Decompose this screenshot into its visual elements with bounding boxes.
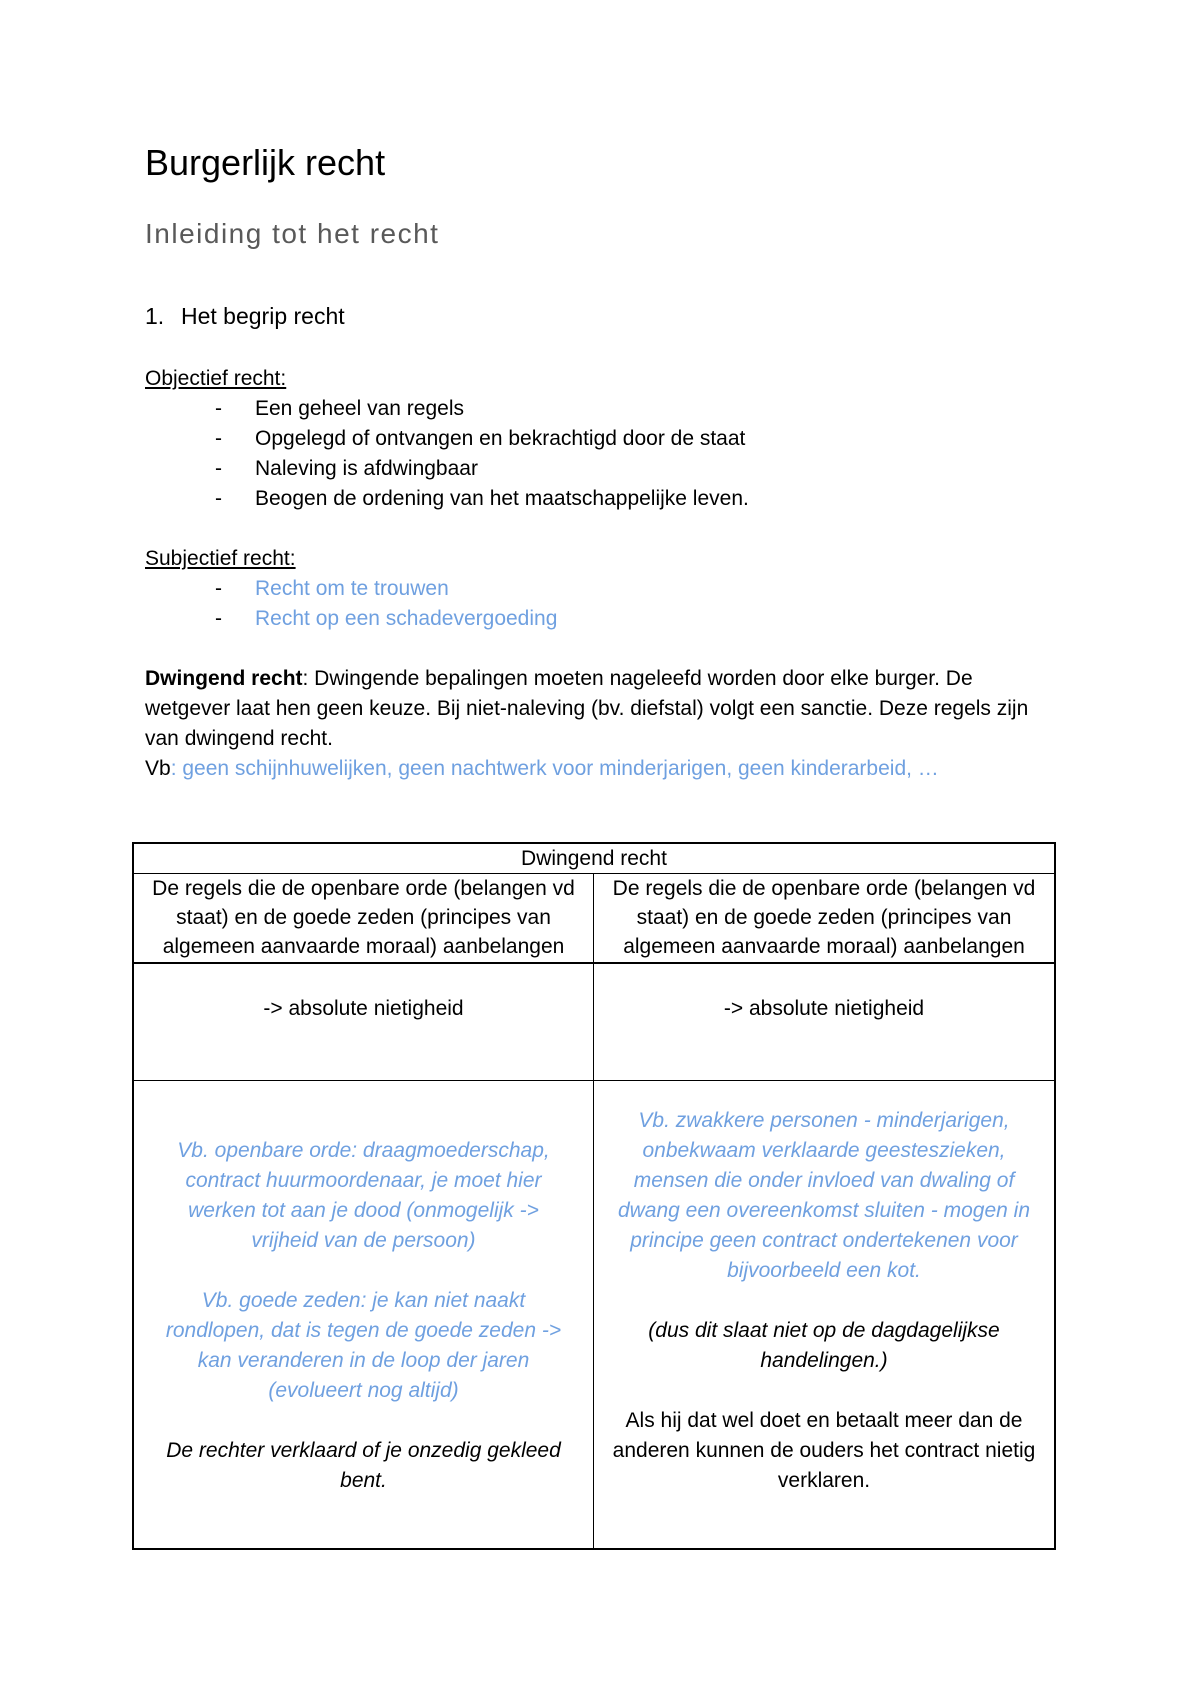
right-conclusion: Als hij dat wel doet en betaalt meer dan de anderen kunnen de ouders het contract nietig verklaren.	[612, 1409, 1036, 1492]
dwingend-text: : Dwingende bepalingen moeten nageleefd worden door elke burger. De wetgever laat hen geen keuze. Bij niet-naleving (bv. diefstal) volgt een sanctie. Deze regels zijn van dwingend recht.	[145, 667, 1029, 750]
dwingend-table	[132, 842, 1056, 1550]
list-item: - Naleving is afdwingbaar	[215, 454, 749, 484]
list-item: - Recht om te trouwen	[215, 574, 557, 604]
table-right-result: -> absolute nietigheid	[723, 997, 925, 1020]
list-item: - Recht op een schadevergoeding	[215, 604, 557, 634]
table-divider	[134, 962, 1054, 964]
subjectief-list	[215, 574, 557, 634]
table-left-result: -> absolute nietigheid	[263, 997, 464, 1020]
section-title: Het begrip recht	[181, 303, 345, 329]
table-right-examples	[594, 1106, 1054, 1496]
objectief-list	[215, 394, 749, 514]
list-item: - Opgelegd of ontvangen en bekrachtigd door de staat	[215, 424, 749, 454]
document-title: Burgerlijk recht	[145, 142, 386, 183]
dash-bullet: -	[215, 397, 222, 420]
section-number: 1.	[145, 303, 165, 329]
table-header: Dwingend recht	[521, 847, 667, 870]
table-left-examples	[134, 1136, 593, 1496]
document-subtitle: Inleiding tot het recht	[145, 218, 440, 249]
section-heading	[145, 300, 345, 332]
dash-bullet: -	[215, 487, 222, 510]
right-note: (dus dit slaat niet op de dagdagelijkse handelingen.)	[648, 1319, 1000, 1372]
left-example-openbare-orde: Vb. openbare orde: draagmoederschap, contract huurmoordenaar, je moet hier werken tot aan je dood (onmogelijk -> vrijheid van de persoon)	[177, 1139, 550, 1252]
dash-bullet: -	[215, 457, 222, 480]
dash-bullet: -	[215, 607, 222, 630]
vb-label: Vb	[145, 757, 171, 780]
list-item: - Een geheel van regels	[215, 394, 749, 424]
left-note: De rechter verklaard of je onzedig gekleed bent.	[166, 1439, 561, 1492]
left-example-goede-zeden: Vb. goede zeden: je kan niet naakt rondlopen, dat is tegen de goede zeden -> kan veranderen in de loop der jaren (evolueert nog altijd)	[165, 1289, 562, 1402]
table-divider	[134, 1080, 1054, 1081]
dwingend-term: Dwingend recht	[145, 667, 303, 690]
dwingend-paragraph	[145, 664, 1045, 784]
list-item: - Beogen de ordening van het maatschappelijke leven.	[215, 484, 749, 514]
table-col-right-head: De regels die de openbare orde (belangen vd staat) en de goede zeden (principes van algemeen aanvaarde moraal) aanbelangen	[612, 877, 1036, 958]
dash-bullet: -	[215, 427, 222, 450]
objectief-label: Objectief recht:	[145, 367, 287, 390]
dash-bullet: -	[215, 577, 222, 600]
table-col-left-head: De regels die de openbare orde (belangen vd staat) en de goede zeden (principes van algemeen aanvaarde moraal) aanbelangen	[152, 877, 575, 958]
right-example: Vb. zwakkere personen - minderjarigen, onbekwaam verklaarde geesteszieken, mensen die onder invloed van dwaling of dwang een overeenkomst sluiten - mogen in principe geen contract ondertekenen voor bijvoorbeeld een kot.	[617, 1109, 1031, 1282]
subjectief-label: Subjectief recht:	[145, 547, 296, 570]
vb-examples: : geen schijnhuwelijken, geen nachtwerk voor minderjarigen, geen kinderarbeid, …	[170, 757, 939, 780]
